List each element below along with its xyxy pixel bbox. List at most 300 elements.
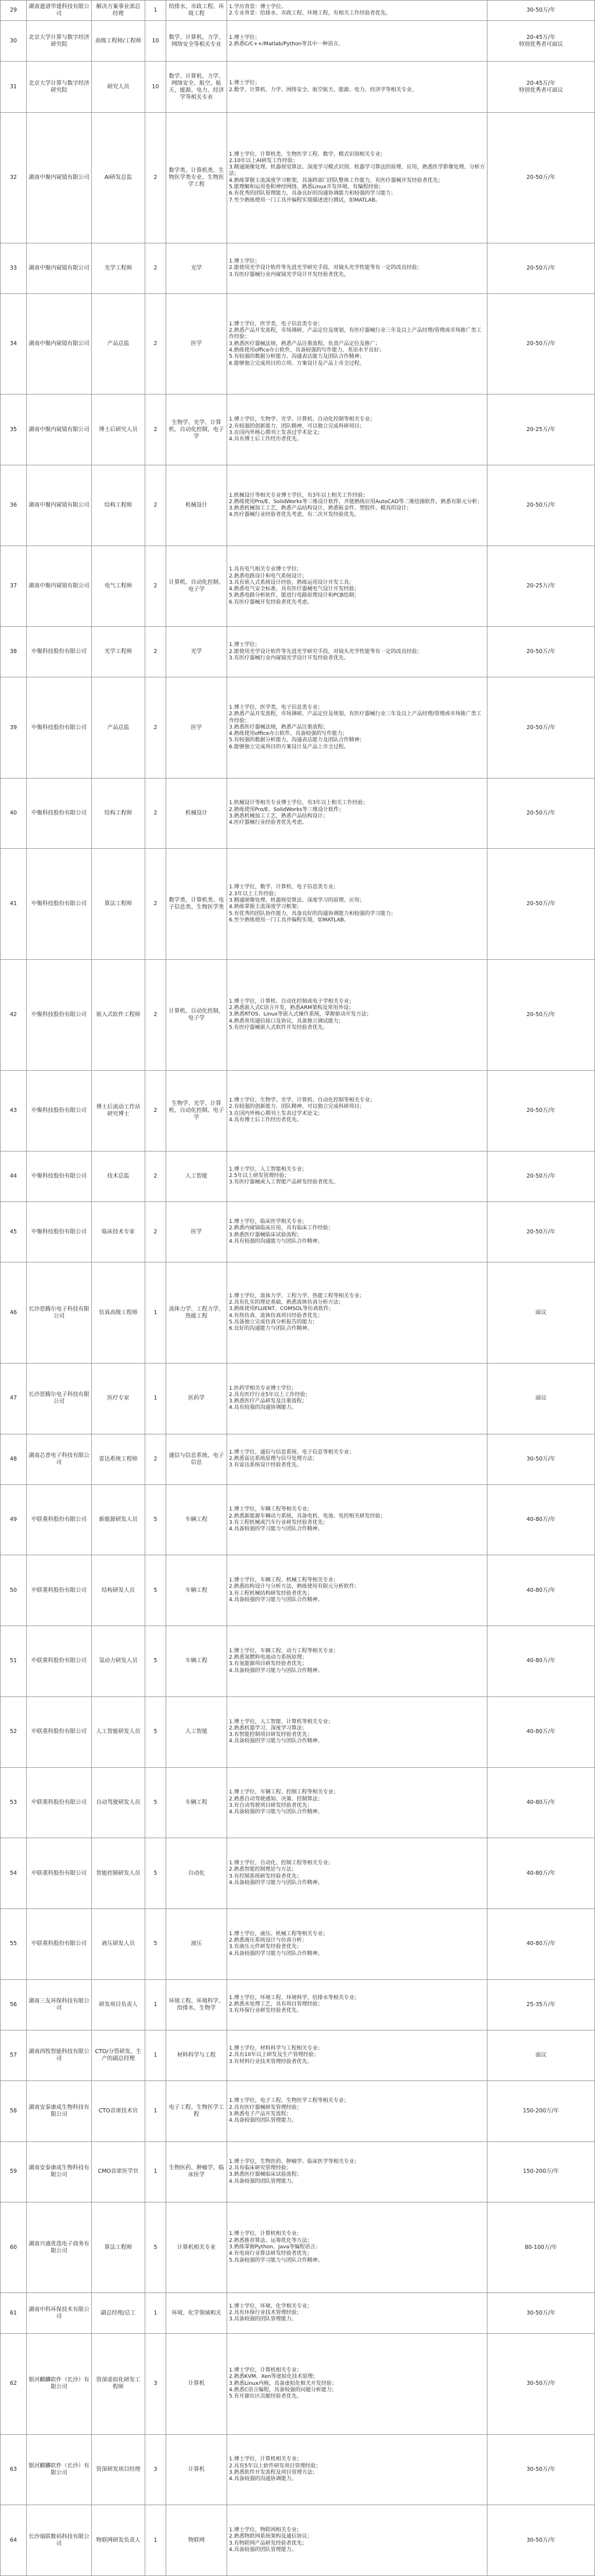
table-row: [1, 465, 594, 546]
position-title: [92, 1909, 145, 1979]
employer-name-text: 中聚科技股份有限公司: [31, 900, 87, 907]
headcount: [145, 1202, 166, 1262]
row-number: [1, 465, 27, 546]
headcount: [145, 960, 166, 1070]
table-row: [1, 21, 594, 62]
requirement-item: 2.熟悉智能控制理论与方法；: [229, 1867, 297, 1873]
requirement-list: [229, 2304, 313, 2323]
employer-name-text: 湖南中聚内窥镜有限公司: [28, 502, 89, 509]
requirement-item: 2.熟悉雷达系统原理与信号处理方法；: [229, 1455, 318, 1462]
requirement-list: [229, 1167, 339, 1186]
table-row: [1, 1364, 594, 1434]
salary-text: 30-50万/年: [526, 2309, 555, 2316]
major-requirement-text: 计算机、自动化控制、电子学: [169, 1007, 224, 1021]
row-number-text: 51: [9, 1657, 17, 1664]
headcount-text: 2: [153, 810, 157, 817]
row-number: [1, 849, 27, 959]
requirement-list: [229, 80, 417, 94]
headcount-text: 1: [153, 2536, 157, 2543]
requirement-item: 1.博士学位，人工智能、计算机等相关专业；: [229, 1718, 334, 1725]
row-number: [1, 1262, 27, 1362]
salary-text: 40-80万/年: [526, 1657, 555, 1664]
position-title-text: 产品总监: [107, 724, 130, 731]
headcount-text: 1: [153, 7, 157, 14]
table-row: [1, 294, 594, 394]
requirement-item: 1.博士学位，环境工程、环境科学、给排水等相关专业；: [229, 1994, 360, 2001]
salary: [488, 1555, 594, 1626]
employer-name-text: 湖南安泰康成生物科技有限公司: [28, 2104, 89, 2118]
major-requirement: [166, 243, 227, 293]
job-requirements: [227, 677, 488, 777]
job-requirements: [227, 960, 488, 1070]
position-title: [92, 960, 145, 1070]
requirement-item: 4.具备较强的团队管理能力。: [229, 2118, 297, 2124]
salary: [488, 2142, 594, 2202]
requirement-item: 5.有较强的数据分析能力、沟通表达能力及团队合作精神；: [229, 354, 365, 360]
employer-name-text: 湖南中聚内窥镜有限公司: [28, 583, 89, 590]
headcount-text: 2: [153, 340, 157, 347]
row-number-text: 40: [9, 810, 17, 817]
requirement-item: 1.博士学位，生物学、光学、计算机、自动化控制等相关专业；: [229, 1097, 375, 1104]
row-number: [1, 960, 27, 1070]
employer-name: [27, 1838, 92, 1908]
major-requirement-text: 医药学: [188, 1395, 205, 1402]
major-requirement-text: 流体力学、工程力学、热能工程: [169, 1305, 224, 1319]
row-number: [1, 1555, 27, 1626]
major-requirement-text: 医学: [191, 340, 202, 347]
salary: [488, 1202, 594, 1262]
headcount: [145, 1838, 166, 1908]
major-requirement: [166, 294, 227, 394]
salary: [488, 1626, 594, 1696]
headcount: [145, 849, 166, 959]
requirement-list: [229, 35, 343, 48]
requirement-list: [229, 417, 375, 443]
table-row: [1, 1434, 594, 1485]
major-requirement-text: 车辆工程: [185, 1799, 207, 1806]
position-title-text: CTO首席技术官: [98, 2107, 138, 2114]
major-requirement-text: 电子工程、生物医学工程: [169, 2104, 224, 2118]
headcount: [145, 62, 166, 112]
requirement-item: 1.博士学位，流体力学、工程力学、热能工程等相关专业；: [229, 1293, 365, 1299]
major-requirement-text: 车辆工程: [185, 1657, 207, 1664]
employer-name-text: 中联重科股份有限公司: [31, 1657, 87, 1664]
position-title-text: 研究人员: [107, 83, 130, 90]
salary-text: 30-50万/年: [526, 2380, 555, 2387]
major-requirement-text: 光学: [191, 264, 202, 271]
salary-text: 面议: [535, 1309, 547, 1316]
major-requirement-text: 计算机、自动化控制、电子学: [169, 579, 224, 593]
employer-name: [27, 1626, 92, 1696]
employer-name-text: 湖南西牧智能科技有限公司: [28, 2048, 89, 2062]
row-number: [1, 1697, 27, 1767]
salary: [488, 2081, 594, 2141]
requirement-item: 5.有优秀的团队协作能力，具备良好的沟通协调能力和较强的学习能力；: [229, 910, 396, 917]
requirement-item: 2.熟练使用Pro/E、SolidWorks等三维设计软件，并能熟练应用AutoCAD等二维绘图软件，熟悉有限元分析；: [229, 498, 483, 505]
requirement-item: 3.具有嵌入式系统设计经验，熟练运用设计开发工具；: [229, 579, 354, 586]
table-row: [1, 960, 594, 1071]
requirement-item: 6.有优秀的团队管理能力，具备良好的沟通协调能力和较强的学习能力；: [229, 191, 396, 197]
salary-text: 20-45万/年 特别优秀者可面议: [518, 80, 563, 94]
major-requirement-text: 自动化: [188, 1870, 205, 1877]
headcount: [145, 1151, 166, 1201]
salary: [488, 677, 594, 777]
position-title: [92, 1768, 145, 1838]
requirement-item: 5.具备较强的学习能力与团队合作精神。: [229, 2257, 323, 2263]
salary-text: 面议: [535, 1395, 547, 1402]
requirement-list: [229, 1506, 386, 1533]
requirement-item: 4.熟练掌握主流深度学习框架，具备跨部门团队整体工作能力，有医疗器械开发经验者优先；: [229, 177, 443, 184]
salary-text: 80-100万/年: [525, 2244, 557, 2251]
employer-name: [27, 1151, 92, 1201]
salary: [488, 2202, 594, 2292]
requirement-list: [229, 1577, 360, 1603]
major-requirement-text: 机械设计: [185, 502, 207, 509]
position-title: [92, 1626, 145, 1696]
requirement-item: 2.具有环保行业技术管理经验；: [229, 2310, 302, 2316]
position-title: [92, 2081, 145, 2141]
requirement-item: 3.有医疗器械行业内窥镜光学设计开发经验者优先。: [229, 655, 349, 661]
requirement-list: [229, 1219, 334, 1245]
headcount-text: 1: [153, 1395, 157, 1402]
position-title: [92, 1, 145, 20]
job-requirements: [227, 1980, 488, 2030]
major-requirement-text: 生物学、光学、计算机、自动化控制、电子学: [169, 419, 224, 440]
requirement-item: 3.有氢能源项目研发经验者优先；: [229, 1661, 307, 1667]
requirement-item: 1.博士学位；: [229, 258, 260, 264]
position-title-text: 资深虚拟化研发工程师: [96, 2377, 141, 2391]
salary: [488, 21, 594, 61]
requirement-item: 2.熟悉氢燃料电池动力系统原理；: [229, 1655, 307, 1661]
job-requirements: [227, 546, 488, 626]
employer-name-text: 中聚科技股份有限公司: [31, 1172, 87, 1179]
requirement-item: 2.熟悉推荐算法、运筹优化等方法；: [229, 2237, 313, 2244]
requirement-item: 3.有工程机械结构研发经验者优先；: [229, 1590, 313, 1596]
salary: [488, 465, 594, 546]
requirement-item: 1.博士学位，计算机相关专业；: [229, 2456, 302, 2463]
headcount-text: 2: [153, 1228, 157, 1235]
salary: [488, 113, 594, 243]
headcount: [145, 1485, 166, 1555]
requirement-list: [229, 493, 482, 519]
position-title: [92, 1485, 145, 1555]
requirement-item: 3.有自动驾驶项目研发经验者优先；: [229, 1802, 313, 1809]
job-requirements: [227, 1202, 488, 1262]
position-title-text: 嵌入式软件工程师: [96, 1011, 141, 1018]
major-requirement: [166, 1364, 227, 1434]
employer-name: [27, 1262, 92, 1362]
requirement-item: 3.有控制系统研发经验者优先；: [229, 1873, 302, 1879]
requirement-item: 4.熟练使用office办公软件，具备较强的写作能力，英语水平良好；: [229, 347, 385, 353]
major-requirement-text: 液压: [191, 1940, 202, 1947]
job-requirements: [227, 1364, 488, 1434]
requirement-item: 1.医药学相关专业博士学位；: [229, 1385, 297, 1391]
major-requirement: [166, 1434, 227, 1484]
headcount-text: 2: [153, 583, 157, 590]
employer-name-text: 湖南中科环保技术有限公司: [28, 2306, 89, 2320]
requirement-item: 3.有医疗器械行业内窥镜光学设计开发经验者优先。: [229, 271, 349, 278]
requirement-item: 3.有医疗器械或人工智能产品研发经验者优先。: [229, 1179, 339, 1186]
position-title: [92, 1697, 145, 1767]
employer-name-text: 湖南中聚内窥镜有限公司: [28, 340, 89, 347]
employer-name-text: 中联重科股份有限公司: [31, 1870, 87, 1877]
salary: [488, 2505, 594, 2575]
row-number-text: 59: [9, 2168, 17, 2175]
requirement-item: 3.熟练掌握Python、Java等编程语言；: [229, 2244, 321, 2250]
requirement-item: 3.熟悉Linux内核，具备虚拟化相关开发经验；: [229, 2380, 337, 2387]
requirement-item: 2.具有10年以上研发及生产管理经验；: [229, 2052, 320, 2058]
row-number: [1, 1980, 27, 2030]
employer-name-text: 中联重科股份有限公司: [31, 1799, 87, 1806]
row-number-text: 44: [9, 1172, 17, 1179]
headcount: [145, 1434, 166, 1484]
employer-name-text: 中联重科股份有限公司: [31, 1587, 87, 1594]
requirement-item: 3.有工程机械或汽车行业研发经验者优先；: [229, 1520, 328, 1526]
salary-text: 30-50万/年: [526, 7, 555, 14]
table-row: [1, 1768, 594, 1839]
requirement-item: 1.博士学位；: [229, 34, 260, 41]
row-number-text: 58: [9, 2107, 17, 2114]
salary-text: 40-80万/年: [526, 1799, 555, 1806]
row-number: [1, 21, 27, 61]
headcount: [145, 2142, 166, 2202]
salary-text: 20-50万/年: [526, 174, 555, 181]
requirement-list: [229, 705, 485, 751]
salary-text: 20-25万/年: [526, 583, 555, 590]
headcount: [145, 21, 166, 61]
headcount: [145, 1697, 166, 1767]
job-requirements: [227, 1555, 488, 1626]
row-number-text: 35: [9, 426, 17, 433]
requirement-item: 2.具有医疗行业5年以上工作经验；: [229, 1391, 311, 1398]
salary-text: 40-80万/年: [526, 1728, 555, 1735]
table-row: [1, 2142, 594, 2202]
employer-name-text: 中聚科技股份有限公司: [31, 810, 87, 817]
requirement-item: 4.熟悉电气安全标准，具有医疗器械电气设计开发经验；: [229, 586, 360, 593]
position-title: [92, 465, 145, 546]
row-number: [1, 1838, 27, 1908]
position-title: [92, 1262, 145, 1362]
requirement-item: 2.熟悉产品开发流程，市场调研，产品定位及规划，有医疗器械行业三年及以上产品经理/管理或市场推广类工作经验；: [229, 328, 482, 340]
major-requirement: [166, 960, 227, 1070]
requirement-item: 2.专业背景：给排水、市政工程、环境工程，有相关工作经验者优先。: [229, 10, 391, 17]
major-requirement: [166, 2505, 227, 2575]
job-requirements: [227, 1626, 488, 1696]
headcount: [145, 294, 166, 394]
requirement-item: 3.熟悉医疗产品研发及注册流程；: [229, 1398, 307, 1405]
requirement-list: [229, 1648, 339, 1674]
row-number-text: 34: [9, 340, 17, 347]
employer-name-text: 湖南兴盛优选电子商务有限公司: [28, 2240, 89, 2254]
headcount-text: 5: [153, 1657, 157, 1664]
major-requirement: [166, 394, 227, 465]
requirement-item: 1.博士学位，车辆工程等相关专业；: [229, 1506, 313, 1513]
salary-text: 20-50万/年: [526, 1172, 555, 1179]
position-title-text: 光学工程师: [104, 648, 132, 655]
position-title-text: 产品总监: [107, 340, 130, 347]
requirement-item: 1.机械设计等相关专业博士学位，有3年以上相关工作经验；: [229, 800, 368, 806]
requirement-item: 4.具备较强的学习能力与团队合作精神。: [229, 1597, 323, 1603]
employer-name: [27, 960, 92, 1070]
table-row: [1, 113, 594, 243]
requirement-item: 1.博士学位；: [229, 642, 260, 648]
row-number-text: 33: [9, 264, 17, 271]
requirement-item: 3.熟悉机械加工工艺，熟悉产品结构设计，熟悉钣金件、塑胶件、模具的设计；: [229, 505, 412, 512]
major-requirement-text: 人工智能: [185, 1172, 207, 1179]
row-number: [1, 1151, 27, 1201]
salary-text: 40-80万/年: [526, 1516, 555, 1523]
requirement-item: 6.能够独立完成项目的方案设计及产品上市全过程。: [229, 744, 349, 750]
employer-name: [27, 1697, 92, 1767]
row-number-text: 50: [9, 1587, 17, 1594]
position-title: [92, 1980, 145, 2030]
employer-name: [27, 849, 92, 959]
headcount: [145, 2081, 166, 2141]
requirement-item: 1.博士学位，计算机类、生物医学工程、数学、模式识别相关专业；: [229, 151, 386, 157]
row-number: [1, 1768, 27, 1838]
salary-text: 25-35万/年: [526, 2001, 555, 2008]
position-title-text: 仿真高级工程师: [99, 1309, 138, 1316]
major-requirement: [166, 1909, 227, 1979]
requirement-item: 4.具备较强的学习能力与团队合作精神。: [229, 1809, 323, 1816]
headcount: [145, 2435, 166, 2505]
requirement-item: 3.熟悉医疗器械法规，熟悉产品注册流程，负责产品定位及推广；: [229, 340, 381, 347]
salary-text: 40-80万/年: [526, 1940, 555, 1947]
major-requirement-text: 环境工程、环境科学、给排水、生物学: [169, 1997, 224, 2011]
headcount-text: 2: [153, 264, 157, 271]
requirement-item: 1.博士学位，通信与信息系统、电子信息等相关专业；: [229, 1449, 354, 1455]
position-title-text: 副总经理/总工: [101, 2309, 136, 2316]
employer-name: [27, 394, 92, 465]
requirement-item: 1.博士学位，车辆工程、控制工程等相关专业；: [229, 1789, 339, 1796]
headcount-text: 5: [153, 1728, 157, 1735]
job-requirements: [227, 1909, 488, 1979]
employer-name-text: 中聚科技股份有限公司: [31, 724, 87, 731]
requirement-item: 2.熟悉电路设计和电气系统设计；: [229, 573, 307, 579]
headcount-text: 5: [153, 1587, 157, 1594]
requirement-item: 4.具备较强的沟通协调能力。: [229, 2476, 297, 2482]
position-title: [92, 243, 145, 293]
row-number-text: 41: [9, 900, 17, 907]
requirement-item: 5.有开源社区贡献经验者优先。: [229, 2394, 302, 2400]
table-row: [1, 62, 594, 112]
employer-name-text: 中聚科技股份有限公司: [31, 1228, 87, 1235]
headcount: [145, 1555, 166, 1626]
major-requirement-text: 机械设计: [185, 810, 207, 817]
table-row: [1, 1202, 594, 1262]
employer-name: [27, 2142, 92, 2202]
row-number: [1, 1485, 27, 1555]
position-title-text: 自动驾驶研发人员: [96, 1799, 141, 1806]
row-number: [1, 1364, 27, 1434]
major-requirement-text: 材料科学与工程: [177, 2051, 216, 2058]
position-title-text: 氢动力研发人员: [99, 1657, 138, 1664]
major-requirement-text: 车辆工程: [185, 1516, 207, 1523]
table-row: [1, 1071, 594, 1151]
table-row: [1, 1262, 594, 1363]
row-number: [1, 2435, 27, 2505]
major-requirement-text: 物联网: [188, 2536, 205, 2543]
headcount-text: 5: [153, 2244, 157, 2251]
employer-name-text: 长沙瑞联数码科技有限公司: [28, 2533, 89, 2547]
major-requirement: [166, 2030, 227, 2080]
position-title-text: 临床技术专家: [101, 1228, 135, 1235]
requirement-item: 2.具有扎实的理论基础，熟悉流体仿真分析方法；: [229, 1300, 344, 1305]
position-title-text: 光学工程师: [104, 264, 132, 271]
job-requirements: [227, 243, 488, 293]
headcount-text: 5: [153, 1799, 157, 1806]
row-number: [1, 1071, 27, 1151]
row-number-text: 61: [9, 2309, 17, 2316]
table-row: [1, 2505, 594, 2575]
requirement-item: 2.具有临床研究管理经验；: [229, 2165, 292, 2171]
major-requirement: [166, 849, 227, 959]
requirement-item: 1.博士学位，医学类，电子信息类专业；: [229, 704, 323, 711]
employer-name: [27, 1768, 92, 1838]
major-requirement-text: 给排水、市政工程、环境工程: [169, 3, 224, 17]
row-number-text: 32: [9, 174, 17, 181]
row-number: [1, 1909, 27, 1979]
requirement-list: [229, 1097, 375, 1124]
requirement-item: 1.博士学位，数学、计算机、电子信息类专业；: [229, 884, 339, 891]
table-row: [1, 2293, 594, 2334]
requirement-list: [229, 259, 422, 278]
employer-name: [27, 1485, 92, 1555]
row-number-text: 57: [9, 2051, 17, 2058]
salary: [488, 1262, 594, 1362]
employer-name-text: 银河麒麟软件（长沙）有限公司: [28, 2462, 89, 2476]
salary-text: 20-45万/年 特别优秀者可面议: [518, 34, 563, 48]
employer-name-text: 北京大学计算与数字经济研究院: [28, 80, 89, 94]
row-number: [1, 1434, 27, 1484]
job-requirements: [227, 394, 488, 465]
requirement-item: 1.学历背景：博士学位。: [229, 3, 286, 10]
row-number: [1, 62, 27, 112]
headcount-text: 1: [153, 2107, 157, 2114]
requirement-list: [229, 2456, 321, 2482]
row-number-text: 29: [9, 7, 17, 14]
row-number: [1, 627, 27, 677]
headcount-text: 2: [153, 1011, 157, 1018]
row-number-text: 60: [9, 2244, 17, 2251]
employer-name-text: 中聚科技股份有限公司: [31, 648, 87, 655]
major-requirement: [166, 1626, 227, 1696]
salary: [488, 1364, 594, 1434]
position-title: [92, 1151, 145, 1201]
employer-name-text: 中联重科股份有限公司: [31, 1516, 87, 1523]
employer-name: [27, 546, 92, 626]
requirement-item: 1.博士学位，车辆工程、机械工程等相关专业；: [229, 1577, 339, 1584]
headcount: [145, 1364, 166, 1434]
salary-text: 20-50万/年: [526, 502, 555, 509]
table-row: [1, 677, 594, 778]
row-number: [1, 677, 27, 777]
requirement-item: 4.具有较强的沟通能力与团队合作精神。: [229, 1238, 323, 1244]
requirement-item: 3.熟悉机械加工工艺，熟悉产品结构设计；: [229, 813, 328, 820]
requirement-item: 4.具备较强的团队管理能力。: [229, 2178, 297, 2184]
requirement-item: 4.具有较强的沟通协调能力。: [229, 1405, 297, 1411]
table-row: [1, 1485, 594, 1556]
table-row: [1, 778, 594, 849]
position-title: [92, 627, 145, 677]
requirement-item: 6.良好的沟通能力与团队合作精神。: [229, 1326, 313, 1332]
major-requirement-text: 数学类、计算机类、电子信息类、生物医学类: [169, 897, 224, 911]
requirement-item: 7.至少熟练使用一门工具并编程实现描述进行测试，如MATLAB。: [229, 197, 381, 203]
row-number-text: 36: [9, 502, 17, 509]
salary-text: 20-50万/年: [526, 724, 555, 731]
row-number: [1, 778, 27, 849]
headcount-text: 2: [153, 426, 157, 433]
